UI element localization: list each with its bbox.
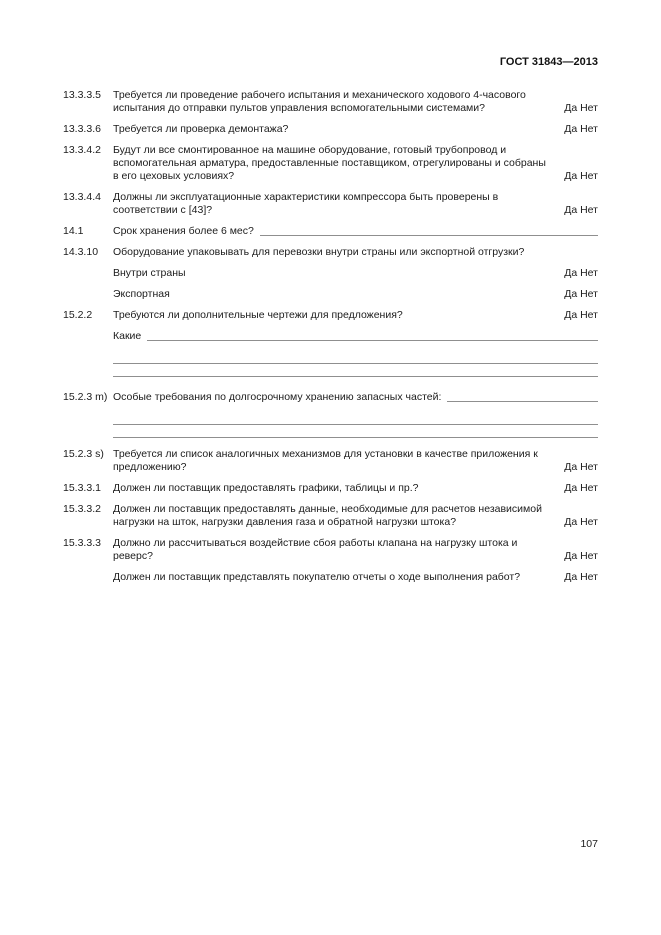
questionnaire-row [63, 482, 598, 495]
questionnaire-row [63, 330, 598, 343]
questionnaire-row [63, 503, 598, 529]
questionnaire-row [63, 391, 598, 404]
row-body [113, 144, 598, 183]
item-number: 15.2.3 s) [63, 448, 104, 460]
fill-in-lines-group [63, 412, 598, 438]
yes-no-label: Да Нет [564, 123, 598, 135]
questionnaire-row [63, 246, 598, 259]
questionnaire-row [63, 225, 598, 238]
item-number [63, 288, 113, 301]
item-text: Будут ли все смонтированное на машине оборудование, готовый трубопровод и вспомогательная арматура, предоставленные поставщиком, отрегулированы и собраны в его цеховых условиях? [113, 144, 546, 182]
item-text: Оборудование упаковывать для перевозки внутри страны или экспортной отгрузки? [113, 246, 525, 258]
row-body [113, 123, 598, 136]
yes-no-label: Да Нет [564, 204, 598, 216]
questionnaire-row [63, 89, 598, 115]
item-text: Должен ли поставщик предоставлять данные, необходимые для расчетов независимой нагрузки на шток, нагрузки давления газа и обратной нагрузки штока? [113, 503, 542, 528]
row-body [113, 330, 598, 343]
item-text: Должно ли рассчитываться воздействие сбоя работы клапана на нагрузку штока и реверс? [113, 537, 518, 562]
item-number: 13.3.3.6 [63, 123, 101, 135]
fill-in-line [447, 401, 598, 402]
fill-in-line [260, 235, 598, 236]
row-body [113, 309, 598, 322]
row-body [113, 482, 598, 495]
item-number: 13.3.4.2 [63, 144, 101, 156]
questionnaire-row [63, 267, 598, 280]
item-text: Срок хранения более 6 мес? [113, 225, 254, 237]
yes-no-label: Да Нет [564, 170, 598, 182]
questionnaire-row [63, 191, 598, 217]
yes-no-label: Да Нет [564, 267, 598, 279]
fill-in-line [113, 425, 598, 438]
item-text: Требуется ли список аналогичных механизмов для установки в качестве приложения к предложению? [113, 448, 538, 473]
item-number: 15.3.3.2 [63, 503, 101, 515]
row-body [113, 503, 598, 529]
row-body [113, 225, 598, 238]
item-text: Должны ли эксплуатационные характеристики компрессора быть проверены в соответствии с [43]? [113, 191, 499, 216]
yes-no-label: Да Нет [564, 571, 598, 583]
item-number [63, 267, 113, 280]
questionnaire-row [63, 123, 598, 136]
yes-no-label: Да Нет [564, 461, 598, 473]
item-number: 14.1 [63, 225, 84, 237]
item-number [63, 571, 113, 584]
fill-in-line [113, 364, 598, 377]
item-number: 14.3.10 [63, 246, 99, 258]
item-text: Какие [113, 330, 142, 342]
item-number: 13.3.3.5 [63, 89, 101, 101]
questionnaire-row [63, 537, 598, 563]
row-body [113, 537, 598, 563]
item-text: Должен ли поставщик предоставлять графики, таблицы и пр.? [113, 482, 419, 494]
item-text: Требуется ли проверка демонтажа? [113, 123, 289, 135]
item-number [63, 330, 113, 343]
page-number: 107 [580, 838, 598, 850]
row-body [113, 267, 598, 280]
yes-no-label: Да Нет [564, 288, 598, 300]
fill-in-line [147, 340, 598, 341]
item-number: 15.2.2 [63, 309, 93, 321]
yes-no-label: Да Нет [564, 102, 598, 114]
fill-in-lines-group [63, 351, 598, 377]
item-text: Особые требования по долгосрочному хранению запасных частей: [113, 391, 442, 403]
item-text: Должен ли поставщик представлять покупателю отчеты о ходе выполнения работ? [113, 571, 521, 583]
item-text: Требуется ли проведение рабочего испытания и механического ходового 4-часового испытания до отправки пультов управления вспомогательными системами? [113, 89, 526, 114]
yes-no-label: Да Нет [564, 516, 598, 528]
fill-in-line [113, 351, 598, 364]
document-header [63, 56, 598, 69]
questionnaire-row [63, 309, 598, 322]
questionnaire-row [63, 288, 598, 301]
row-body [113, 89, 598, 115]
row-body [113, 448, 598, 474]
questionnaire-row [63, 144, 598, 183]
item-number: 15.3.3.3 [63, 537, 101, 549]
item-number: 13.3.4.4 [63, 191, 101, 203]
row-body [113, 288, 598, 301]
item-text: Внутри страны [113, 267, 186, 279]
fill-in-line [113, 412, 598, 425]
row-body [113, 391, 598, 404]
row-body [113, 571, 598, 584]
item-text: Требуются ли дополнительные чертежи для предложения? [113, 309, 403, 321]
item-number: 15.2.3 m) [63, 391, 108, 403]
doc-number: ГОСТ 31843—2013 [499, 56, 598, 68]
yes-no-label: Да Нет [564, 550, 598, 562]
row-body [113, 191, 598, 217]
questionnaire-row [63, 448, 598, 474]
item-number: 15.3.3.1 [63, 482, 101, 494]
row-body [113, 246, 598, 259]
yes-no-label: Да Нет [564, 309, 598, 321]
yes-no-label: Да Нет [564, 482, 598, 494]
questionnaire [63, 89, 598, 592]
questionnaire-row [63, 571, 598, 584]
item-text: Экспортная [113, 288, 170, 300]
